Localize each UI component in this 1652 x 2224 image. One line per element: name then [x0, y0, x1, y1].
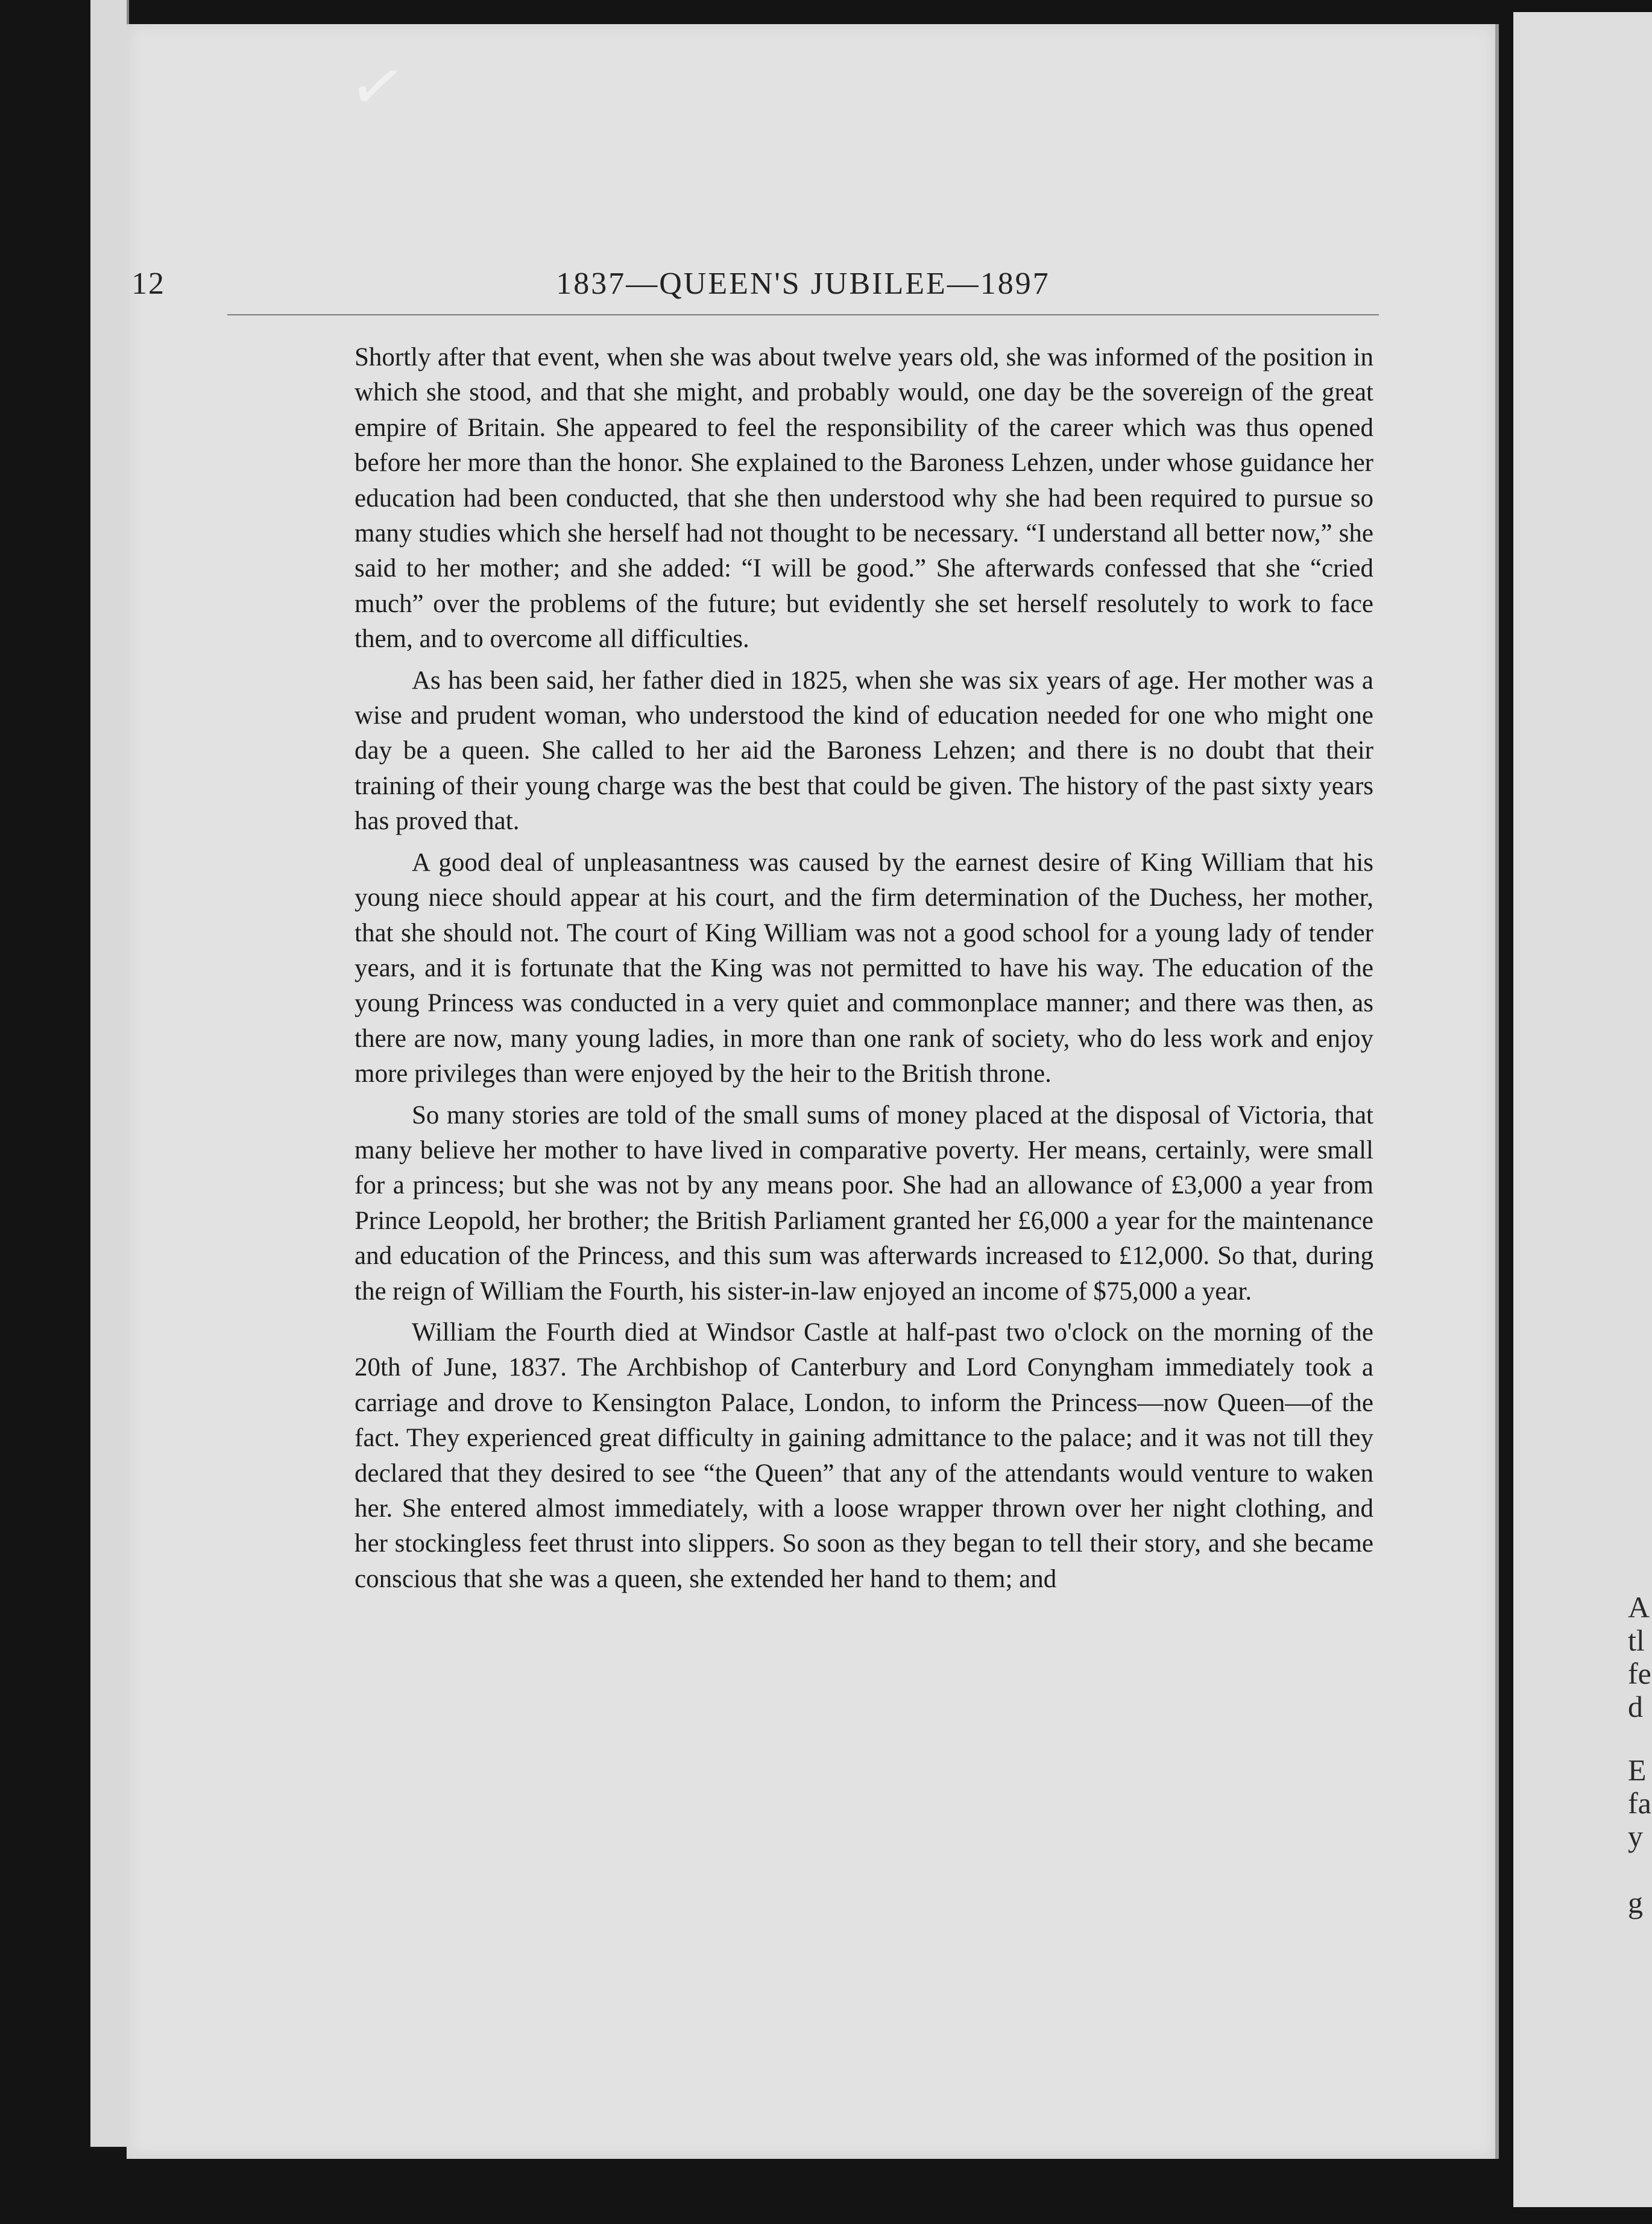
facing-page-edge — [1513, 12, 1652, 2207]
body-text — [355, 340, 1373, 1597]
facing-fragment: y — [1628, 1819, 1643, 1853]
facing-fragment: E — [1628, 1753, 1647, 1787]
facing-fragment: fa — [1628, 1786, 1651, 1820]
paragraph: A good deal of unpleasantness was caused by the earnest desire of King William that his young niece should appear at his court, and the firm determination of the Duchess, her mother, that she should not. The court of King William was not a good school for a young lady of tender years, and it is fortunate that the King was not permitted to have his way. The education of the young Princess was conducted in a very quiet and commonplace manner; and there was then, as there are now, many young ladies, in more than one rank of society, who do less work and enjoy more privileges than were enjoyed by the heir to the British throne. — [355, 848, 1373, 1088]
facing-fragment: d — [1628, 1690, 1643, 1723]
facing-fragment: g — [1628, 1886, 1643, 1919]
facing-fragment: fe — [1628, 1657, 1651, 1690]
paragraph: So many stories are told of the small sums of money placed at the disposal of Victoria, that many believe her mother to have lived in comparative poverty. Her means, certainly, were small for a princess; but she was not by any means poor. She had an allowance of £3,000 a year from Prince Leopold, her brother; the British Parliament granted her £6,000 a year for the maintenance and education of the Princess, and this sum was afterwards increased to £12,000. So that, during the reign of William the Fourth, his sister-in-law enjoyed an income of $75,000 a year. — [355, 1101, 1373, 1306]
facing-fragment: A — [1628, 1590, 1650, 1624]
page-header — [131, 260, 1379, 315]
paragraph: William the Fourth died at Windsor Castle at half-past two o'clock on the morning of the 20th of June, 1837. The Archbishop of Canterbury and Lord Conyngham immediately took a carriage and drove to Kensington Palace, London, to inform the Princess—now Queen—of the fact. They experienced great difficulty in gaining admittance to the palace; and it was not till they declared that they desired to see “the Queen” that any of the attendants would venture to waken her. She entered almost immediately, with a loose wrapper thrown over her night clothing, and her stockingless feet thrust into slippers. So soon as they began to tell their story, and she became conscious that she was a queen, she extended her hand to them; and — [355, 1318, 1373, 1593]
running-head: 1837—QUEEN'S JUBILEE—1897 — [556, 267, 1050, 301]
paragraph: As has been said, her father died in 1825, when she was six years of age. Her mother was a wise and prudent woman, who understood the kind of education needed for one who might one day be a queen. She called to her aid the Baroness Lehzen; and there is no doubt that their training of their young charge was the best that could be given. The history of the past sixty years has proved that. — [355, 666, 1373, 836]
paragraph: Shortly after that event, when she was about twelve years old, she was informed of the position in which she stood, and that she might, and probably would, one day be the sovereign of the great empire of Britain. She appeared to feel the responsibility of the career which was thus opened before her more than the honor. She explained to the Baroness Lehzen, under whose guidance her education had been conducted, that she then understood why she had been required to pursue so many studies which she herself had not thought to be necessary. “I understand all better now,” she said to her mother; and she added: “I will be good.” She afterwards confessed that she “cried much” over the problems of the future; but evidently she set herself resolutely to work to face them, and to overcome all difficulties. — [355, 343, 1373, 654]
left-page-edge — [90, 0, 129, 2147]
pencil-checkmark-icon: ✓ — [343, 43, 412, 130]
page-number: 12 — [131, 267, 165, 301]
facing-fragment: tl — [1628, 1623, 1645, 1657]
